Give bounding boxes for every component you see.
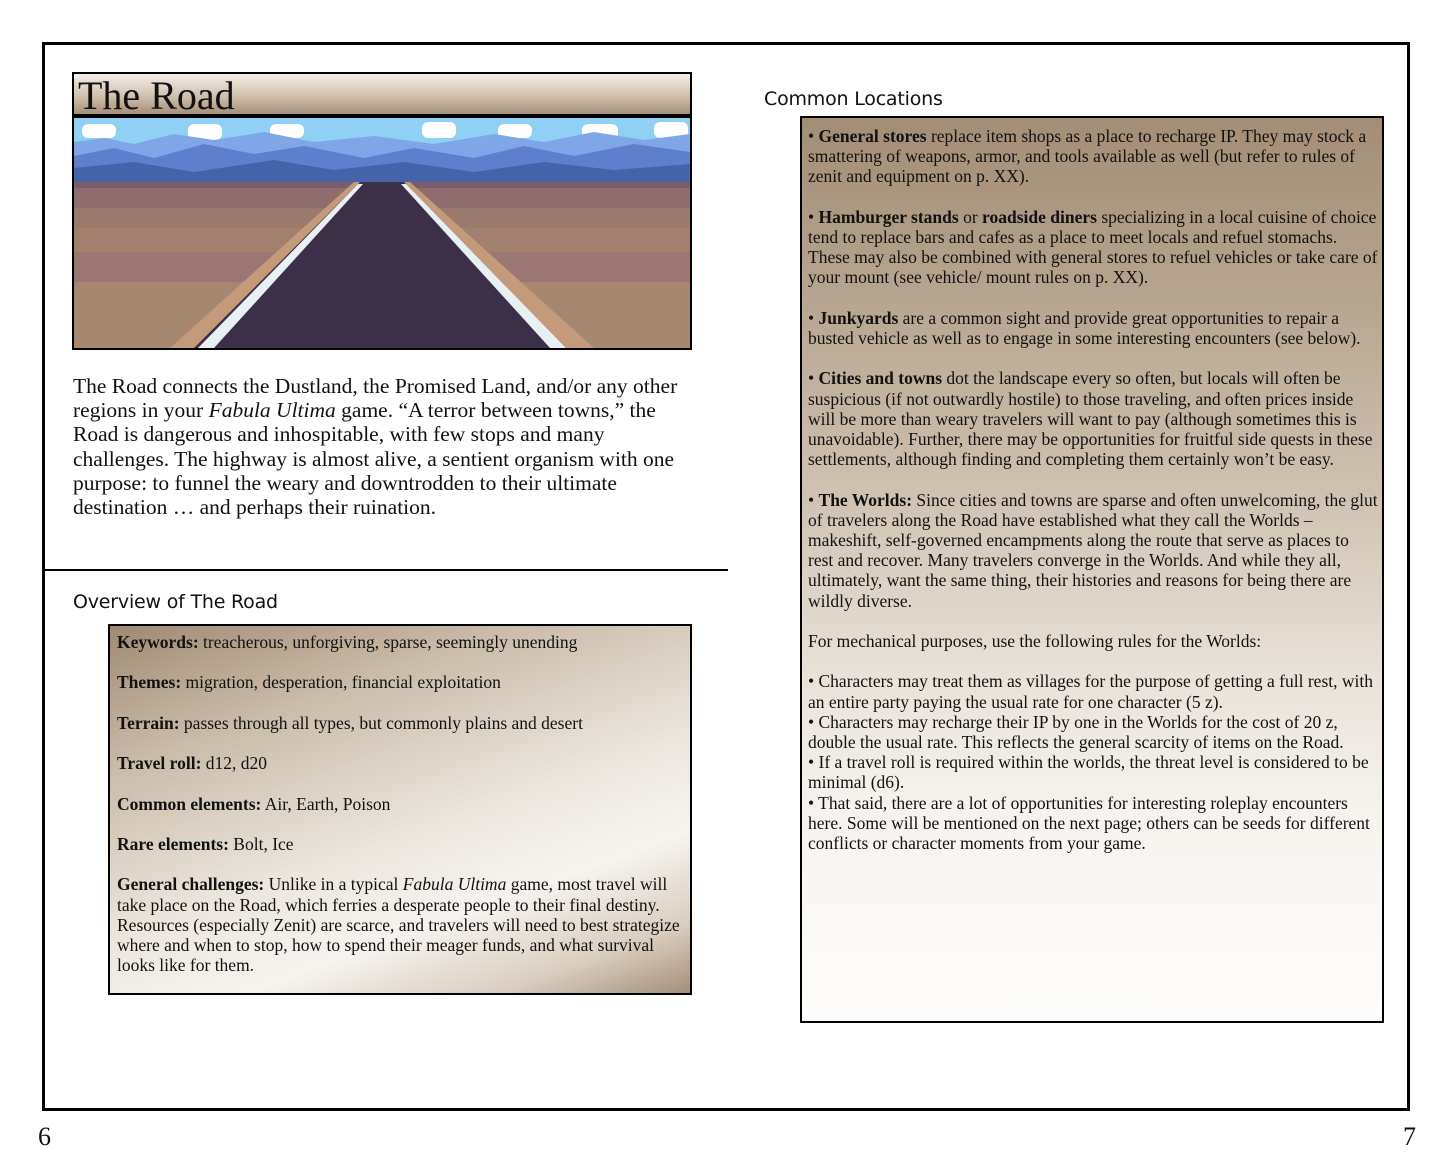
keywords-label: Keywords:	[117, 632, 199, 652]
cities-towns-text: dot the landscape every so often, but locals will often be suspicious (if not outwardly hostile) to those traveling, and often prices inside will be more than weary travelers will want to pay (although sometimes this is unavoidable). Further, there may be opportunities for fruitful side quests in these settlements, although finding and completing them certainly won’t be easy.	[808, 368, 1373, 470]
intro-text-cont: game. “A terror between towns,” the Road is dangerous and inhospitable, with few stops and many challenges. The highway is almost alive, a sentient organism with one purpose: to funnel the weary and downtrodden to their ultimate destination … and perhaps their ruination.	[73, 398, 675, 520]
general-stores-text: replace item shops as a place to recharge IP. They may stock a smattering of weapons, armor, and tools available as well (but refer to rules of zenit and equipment on p. XX).	[808, 126, 1367, 187]
general-challenges-row	[117, 874, 684, 975]
hamburger-stands-label: Hamburger stands	[818, 206, 959, 227]
the-worlds-label: The Worlds:	[818, 489, 913, 510]
common-elements-label: Common elements:	[117, 793, 262, 814]
rare-elements-value: Bolt, Ice	[228, 833, 294, 854]
page-title: The Road	[78, 73, 235, 118]
rare-elements-label: Rare elements:	[117, 833, 229, 854]
general-challenges-label: General challenges:	[117, 874, 265, 895]
common-elements-value: Air, Earth, Poison	[261, 793, 391, 814]
the-worlds-text: Since cities and towns are sparse and often unwelcoming, the glut of travelers along the Road have established what they call the Worlds – makeshift, self-governed encampments along the route that serve as places to rest and recover. Many travelers converge in the Worlds. And while they all, ultimately, want the same thing, their histories and reasons for being there are wildly diverse.	[808, 489, 1378, 611]
page-number-left: 6	[38, 1122, 51, 1151]
intro-paragraph	[73, 374, 703, 519]
travel-roll-row	[117, 753, 684, 773]
general-stores-label: General stores	[818, 126, 927, 146]
bullet: •	[808, 307, 819, 328]
worlds-rule-2: • Characters may recharge their IP by one in the Worlds for the cost of 20 z, double the usual rate. This reflects the general scarcity of items on the Road.	[808, 711, 1344, 752]
hamburger-stands-text: specializing in a local cuisine of choice tend to replace bars and cafes as a place to meet locals and refuel stomachs. These may also be combined with general stores to refuel vehicles or take care of your mount (see vehicle/ mount rules on p. XX).	[808, 206, 1378, 288]
intro-italic-title: Fabula Ultima	[208, 398, 336, 423]
themes-row	[117, 672, 684, 692]
keywords-value: treacherous, unforgiving, sparse, seemingly unending	[198, 632, 578, 652]
junkyards-text: are a common sight and provide great opportunities to repair a busted vehicle as well as to engage in some interesting encounters (see below).	[808, 307, 1361, 348]
connector-text: or	[958, 206, 983, 227]
challenges-text-cont: game, most travel will take place on the Road, which ferries a desperate people to their final destiny. Resources (especially Zenit) are scarce, and travelers will need to best strategize where and when to stop, how to spend their meager funds, and what survival looks like for them.	[117, 874, 680, 976]
worlds-rule-4: • That said, there are a lot of opportunities for interesting roleplay encounters here. Some will be mentioned on the next page; others can be seeds for different conflicts or character moments from your game.	[808, 792, 1370, 854]
travel-roll-label: Travel roll:	[117, 753, 202, 774]
travel-roll-value: d12, d20	[201, 753, 268, 774]
location-the-worlds	[808, 490, 1378, 611]
rare-elements-row	[117, 834, 684, 854]
mechanical-intro: For mechanical purposes, use the following rules for the Worlds:	[808, 631, 1262, 651]
location-hamburger-stands	[808, 207, 1378, 288]
bullet: •	[808, 368, 819, 389]
section-divider	[42, 569, 728, 571]
roadside-diners-label: roadside diners	[982, 206, 1097, 227]
bullet: •	[808, 489, 819, 510]
overview-box	[108, 624, 692, 995]
page-number-right: 7	[1403, 1122, 1416, 1151]
themes-label: Themes:	[117, 672, 182, 693]
bullet: •	[808, 126, 819, 146]
challenges-text: Unlike in a typical	[264, 874, 403, 895]
worlds-rule-1: • Characters may treat them as villages for the purpose of getting a full rest, with an entire party paying the usual rate for one character (5 z).	[808, 671, 1373, 712]
terrain-row	[117, 713, 684, 733]
bullet: •	[808, 206, 819, 227]
location-cities-towns	[808, 368, 1378, 469]
terrain-label: Terrain:	[117, 712, 180, 733]
intro-text: The Road connects the Dustland, the Promised Land, and/or any other regions in your	[73, 374, 678, 423]
cities-towns-label: Cities and towns	[818, 368, 943, 389]
overview-heading: Overview of The Road	[73, 591, 278, 613]
location-junkyards	[808, 308, 1378, 348]
location-general-stores	[808, 126, 1378, 187]
worlds-rule-3: • If a travel roll is required within the worlds, the threat level is considered to be minimal (d6).	[808, 752, 1369, 793]
common-elements-row	[117, 794, 684, 814]
common-locations-box	[800, 116, 1384, 1023]
themes-value: migration, desperation, financial exploitation	[181, 672, 501, 693]
common-locations-heading: Common Locations	[764, 88, 943, 110]
title-banner	[72, 72, 692, 116]
road-illustration	[72, 116, 692, 350]
keywords-row	[117, 632, 684, 652]
challenges-italic-title: Fabula Ultima	[402, 874, 507, 895]
terrain-value: passes through all types, but commonly plains and desert	[179, 712, 583, 733]
junkyards-label: Junkyards	[818, 307, 899, 328]
